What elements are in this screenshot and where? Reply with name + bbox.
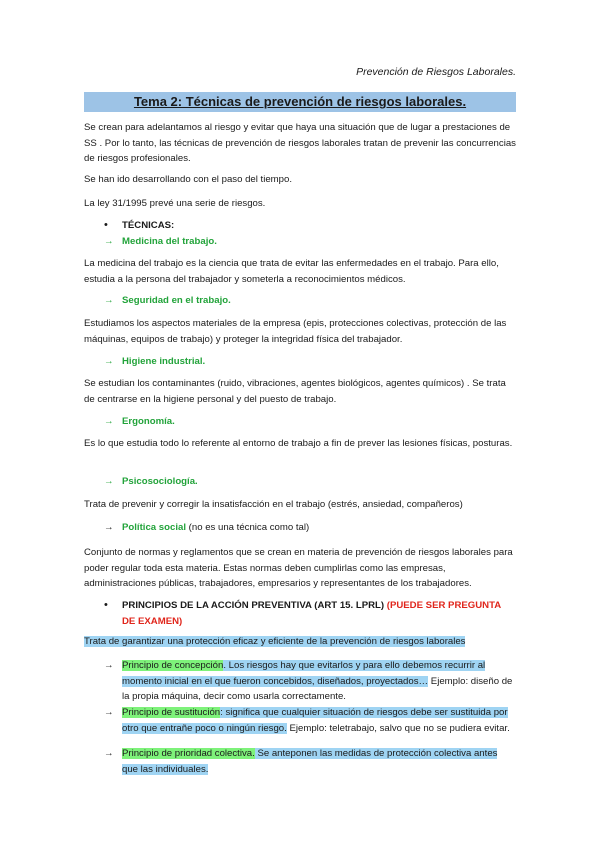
arrow-icon: → <box>104 416 114 427</box>
arrow-icon: → <box>104 236 114 247</box>
exam-note: (PUEDE SER PREGUNTA DE EXAMEN) <box>122 600 501 627</box>
arrow-icon: → <box>104 748 114 759</box>
principios-heading: PRINCIPIOS DE LA ACCIÓN PREVENTIVA (ART 15. LPRL) <box>122 600 387 611</box>
bullet-icon: • <box>104 599 108 611</box>
bullet-tecnicas <box>104 218 516 234</box>
tecnica-item-text: Es lo que estudia todo lo referente al entorno de trabajo a fin de prever las lesiones físicas, posturas. <box>84 438 513 449</box>
tecnica-item-text: La medicina del trabajo es la ciencia que trata de evitar las enfermedades en el trabajo. Para ello, estudia a la persona del trabajador y someterla a reconocimientos médicos. <box>84 258 499 285</box>
tecnica-item-label: → Higiene industrial. <box>104 354 516 370</box>
intro-paragraph-3: La ley 31/1995 prevé una serie de riesgos. <box>84 198 266 209</box>
principios-intro: Trata de garantizar una protección eficaz y eficiente de la prevención de riesgos laborales <box>84 636 466 647</box>
arrow-icon: → <box>104 660 114 671</box>
running-header: Prevención de Riesgos Laborales. <box>356 66 516 78</box>
arrow-icon: → <box>104 476 114 487</box>
tecnica-item-text: Estudiamos los aspectos materiales de la empresa (epis, protecciones colectivas, protección de las máquinas, equipos de trabajo) y proteger la integridad física del trabajador. <box>84 318 507 345</box>
tecnica-item-label: → Medicina del trabajo. <box>104 234 516 250</box>
intro-paragraph-1: Se crean para adelantamos al riesgo y evitar que haya una situación que de lugar a prestaciones de SS . Por lo tanto, las técnicas de prevención de riesgos laborales tratan de prevenir las concurrencias de riesgos profesionales. <box>84 122 516 164</box>
tecnica-item-label: → Psicosociología. <box>104 474 516 490</box>
tecnica-item-label: → Seguridad en el trabajo. <box>104 293 516 309</box>
arrow-icon: → <box>104 356 114 367</box>
tecnica-item-label: → Ergonomía. <box>104 414 516 430</box>
arrow-icon: → <box>104 295 114 306</box>
tecnicas-heading: TÉCNICAS: <box>122 220 175 231</box>
arrow-icon: → <box>104 707 114 718</box>
tecnica-item-text: Conjunto de normas y reglamentos que se crean en materia de prevención de riesgos laborales para poder regular toda esta materia. Estas normas deben cumplirlas como las empresas, administraciones públicas, trabajadores, empresarios y representantes de los trabajadores. <box>84 547 513 589</box>
principio-item: → Principio de sustitución: significa que cualquier situación de riesgos debe ser sustituida por otro que entrañe poco o ningún riesgo. Ejemplo: teletrabajo, salvo que no se pudiera evitar. <box>104 707 510 734</box>
arrow-icon: → <box>104 522 114 533</box>
tecnica-item-label: → Política social (no es una técnica como tal) <box>104 520 516 536</box>
principio-item: → Principio de concepción. Los riesgos hay que evitarlos y para ello debemos recurrir al momento inicial en el que fueron concebidos, diseñados, proyectados… Ejemplo: diseño de la propia máquina, decir como usarla correctamente. <box>104 660 513 702</box>
tecnica-item-text: Se estudian los contaminantes (ruido, vibraciones, agentes biológicos, agentes químicos) . Se trata de centrarse en la higiene personal y del puesto de trabajo. <box>84 378 506 405</box>
intro-paragraph-2: Se han ido desarrollando con el paso del tiempo. <box>84 174 293 185</box>
bullet-icon: • <box>104 219 108 231</box>
bullet-principios <box>104 598 516 629</box>
tecnica-item-text: Trata de prevenir y corregir la insatisfacción en el trabajo (estrés, ansiedad, compañeros) <box>84 499 463 510</box>
document-title: Tema 2: Técnicas de prevención de riesgos laborales. <box>84 92 516 112</box>
principio-item: → Principio de prioridad colectiva. Se anteponen las medidas de protección colectiva antes que las individuales. <box>104 748 498 775</box>
